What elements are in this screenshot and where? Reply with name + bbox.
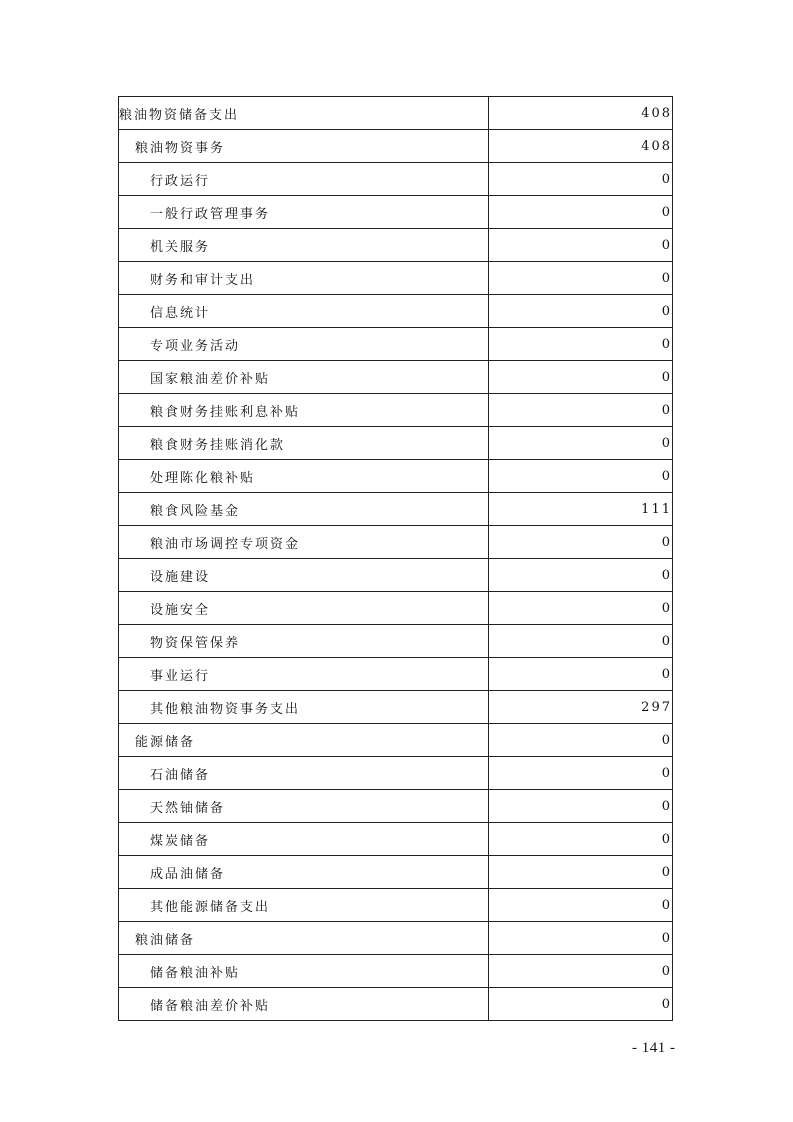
item-name-cell: 粮油物资储备支出 <box>119 97 489 130</box>
amount-cell: 0 <box>489 163 673 196</box>
item-name-cell: 储备粮油补贴 <box>119 955 489 988</box>
table-row <box>119 724 673 757</box>
table-row <box>119 130 673 163</box>
table-row <box>119 361 673 394</box>
item-name-cell: 财务和审计支出 <box>119 262 489 295</box>
table-row <box>119 295 673 328</box>
item-name-cell: 专项业务活动 <box>119 328 489 361</box>
amount-cell: 0 <box>489 427 673 460</box>
item-name-cell: 行政运行 <box>119 163 489 196</box>
item-name-cell: 天然铀储备 <box>119 790 489 823</box>
amount-cell: 0 <box>489 262 673 295</box>
item-name-cell: 粮食风险基金 <box>119 493 489 526</box>
amount-cell: 0 <box>489 196 673 229</box>
amount-cell: 0 <box>489 625 673 658</box>
item-name-cell: 储备粮油差价补贴 <box>119 988 489 1021</box>
item-name-cell: 物资保管保养 <box>119 625 489 658</box>
expenditure-table <box>118 96 673 1021</box>
amount-cell: 0 <box>489 724 673 757</box>
item-name-cell: 事业运行 <box>119 658 489 691</box>
table-row <box>119 559 673 592</box>
table-row <box>119 493 673 526</box>
table-row <box>119 955 673 988</box>
item-name-cell: 粮食财务挂账消化款 <box>119 427 489 460</box>
amount-cell: 0 <box>489 823 673 856</box>
amount-cell: 0 <box>489 229 673 262</box>
amount-cell: 0 <box>489 658 673 691</box>
table-row <box>119 394 673 427</box>
amount-cell: 408 <box>489 97 673 130</box>
table-body <box>119 97 673 1021</box>
amount-cell: 0 <box>489 295 673 328</box>
amount-cell: 297 <box>489 691 673 724</box>
table-row <box>119 823 673 856</box>
amount-cell: 0 <box>489 757 673 790</box>
table-row <box>119 658 673 691</box>
amount-cell: 408 <box>489 130 673 163</box>
table-row <box>119 460 673 493</box>
table-row <box>119 427 673 460</box>
table-row <box>119 889 673 922</box>
amount-cell: 111 <box>489 493 673 526</box>
amount-cell: 0 <box>489 922 673 955</box>
item-name-cell: 国家粮油差价补贴 <box>119 361 489 394</box>
item-name-cell: 设施安全 <box>119 592 489 625</box>
item-name-cell: 信息统计 <box>119 295 489 328</box>
table-row <box>119 97 673 130</box>
table-row <box>119 526 673 559</box>
item-name-cell: 石油储备 <box>119 757 489 790</box>
table-row <box>119 229 673 262</box>
item-name-cell: 粮油物资事务 <box>119 130 489 163</box>
amount-cell: 0 <box>489 592 673 625</box>
table-row <box>119 691 673 724</box>
amount-cell: 0 <box>489 889 673 922</box>
amount-cell: 0 <box>489 988 673 1021</box>
amount-cell: 0 <box>489 394 673 427</box>
table-row <box>119 196 673 229</box>
item-name-cell: 成品油储备 <box>119 856 489 889</box>
table-row <box>119 757 673 790</box>
amount-cell: 0 <box>489 790 673 823</box>
item-name-cell: 机关服务 <box>119 229 489 262</box>
item-name-cell: 其他粮油物资事务支出 <box>119 691 489 724</box>
item-name-cell: 粮油市场调控专项资金 <box>119 526 489 559</box>
item-name-cell: 粮食财务挂账利息补贴 <box>119 394 489 427</box>
item-name-cell: 煤炭储备 <box>119 823 489 856</box>
item-name-cell: 粮油储备 <box>119 922 489 955</box>
amount-cell: 0 <box>489 856 673 889</box>
table-row <box>119 625 673 658</box>
table-row <box>119 163 673 196</box>
page-number: - 141 - <box>632 1040 676 1056</box>
table-row <box>119 922 673 955</box>
item-name-cell: 处理陈化粮补贴 <box>119 460 489 493</box>
item-name-cell: 设施建设 <box>119 559 489 592</box>
table-row <box>119 592 673 625</box>
item-name-cell: 能源储备 <box>119 724 489 757</box>
table-row <box>119 262 673 295</box>
amount-cell: 0 <box>489 460 673 493</box>
table-row <box>119 988 673 1021</box>
item-name-cell: 一般行政管理事务 <box>119 196 489 229</box>
amount-cell: 0 <box>489 559 673 592</box>
table-row <box>119 790 673 823</box>
amount-cell: 0 <box>489 328 673 361</box>
table-row <box>119 328 673 361</box>
item-name-cell: 其他能源储备支出 <box>119 889 489 922</box>
amount-cell: 0 <box>489 955 673 988</box>
table-row <box>119 856 673 889</box>
amount-cell: 0 <box>489 361 673 394</box>
amount-cell: 0 <box>489 526 673 559</box>
